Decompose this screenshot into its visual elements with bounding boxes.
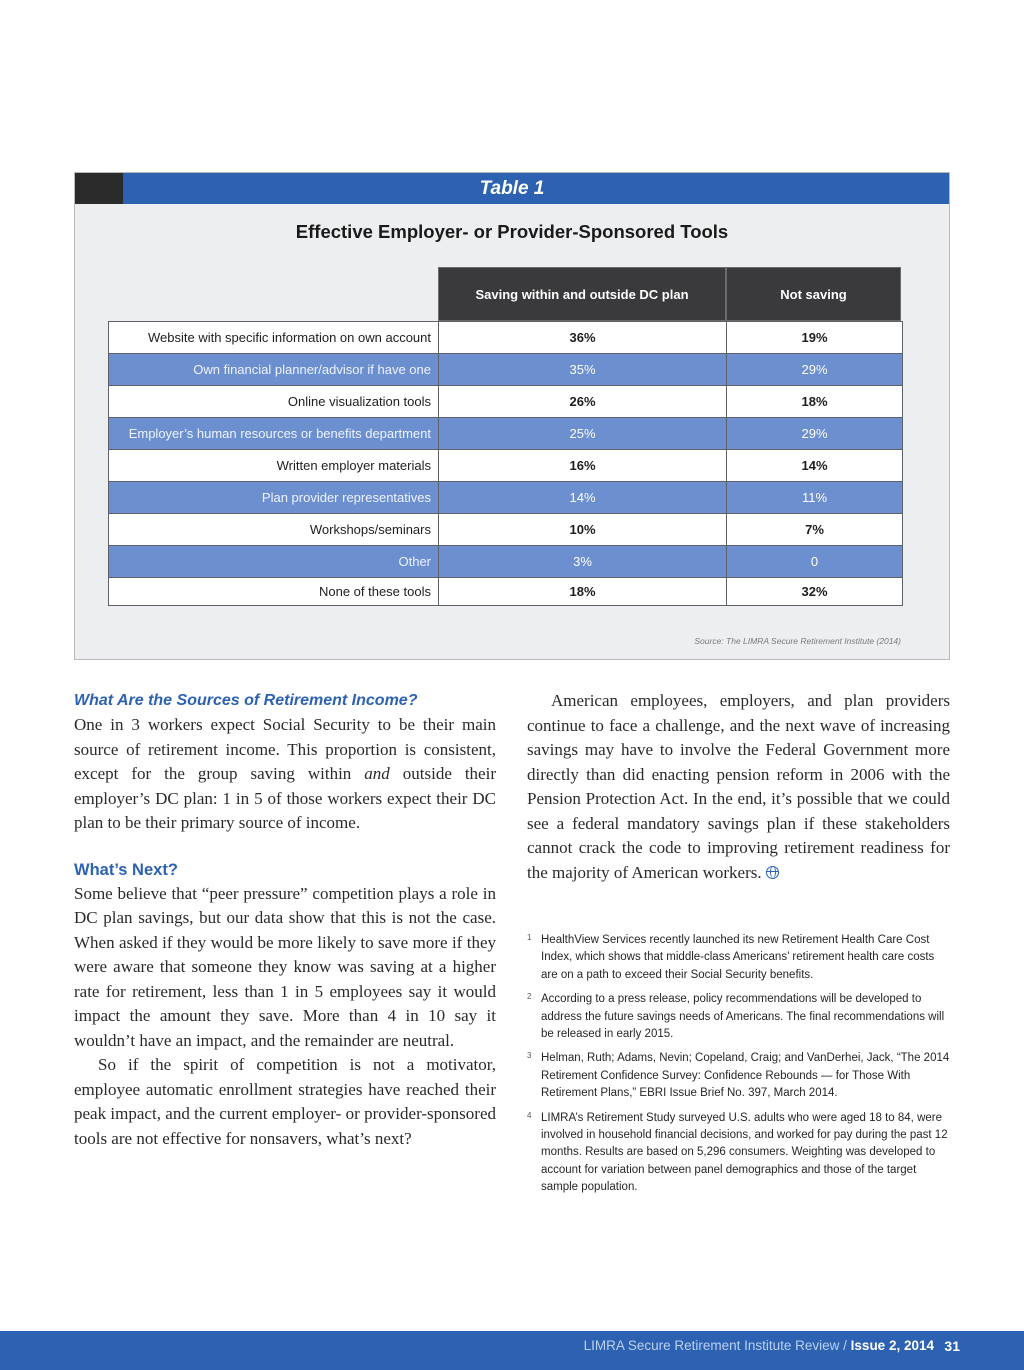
- footnote-number: 2: [527, 992, 532, 1002]
- cell-saving: 3%: [439, 546, 727, 578]
- table-row: [109, 514, 903, 546]
- col-header-saving: Saving within and outside DC plan: [438, 267, 726, 321]
- footnotes: [527, 932, 950, 1204]
- cell-saving: 18%: [439, 578, 727, 606]
- footnote: [527, 1050, 950, 1102]
- footnote-text: LIMRA’s Retirement Study surveyed U.S. adults who were aged 18 to 84, were involved in household financial decisions, and worked for pay during the past 12 months. Results are based on 5,296 consumers. Weighting was developed to account for variation between panel demographics and those of the target sample population.: [541, 1111, 948, 1194]
- cell-saving: 16%: [439, 450, 727, 482]
- row-label: Other: [109, 546, 439, 578]
- row-label: Written employer materials: [109, 450, 439, 482]
- table-row: [109, 482, 903, 514]
- footer-publication: [584, 1331, 934, 1361]
- footnote-number: 4: [527, 1110, 532, 1120]
- row-label: Website with specific information on own account: [109, 322, 439, 354]
- table-label: Table 1: [479, 178, 545, 199]
- table-row: [109, 322, 903, 354]
- cell-saving: 14%: [439, 482, 727, 514]
- cell-not-saving: 14%: [727, 450, 903, 482]
- footnote-text: HealthView Services recently launched its new Retirement Health Care Cost Index, which shows that middle-class Americans’ retirement health care costs are on a path to exceed their Social Security benefits.: [541, 934, 935, 981]
- table-row: [109, 354, 903, 386]
- table-row: [109, 386, 903, 418]
- cell-not-saving: 11%: [727, 482, 903, 514]
- row-label: Employer’s human resources or benefits department: [109, 418, 439, 450]
- cell-saving: 35%: [439, 354, 727, 386]
- cell-not-saving: 19%: [727, 322, 903, 354]
- table-source: Source: The LIMRA Secure Retirement Institute (2014): [694, 636, 901, 646]
- footnote: [527, 932, 950, 984]
- row-label: Workshops/seminars: [109, 514, 439, 546]
- page-number: 31: [944, 1338, 960, 1354]
- footnote-number: 1: [527, 933, 532, 942]
- data-table: [108, 321, 903, 606]
- cell-not-saving: 7%: [727, 514, 903, 546]
- paragraph-federal: [527, 689, 950, 885]
- page-footer: [0, 1331, 1024, 1370]
- right-column: [527, 689, 950, 885]
- paragraph-sources: [74, 713, 496, 836]
- cell-not-saving: 0: [727, 546, 903, 578]
- globe-icon: [766, 866, 779, 879]
- table-row: [109, 578, 903, 606]
- cell-not-saving: 32%: [727, 578, 903, 606]
- table-row: [109, 418, 903, 450]
- row-label: Own financial planner/advisor if have one: [109, 354, 439, 386]
- row-label: Plan provider representatives: [109, 482, 439, 514]
- row-label: Online visualization tools: [109, 386, 439, 418]
- paragraph-peer-pressure: Some believe that “peer pressure” competition plays a role in DC plan savings, but our data show that this is not the case. When asked if they would be more likely to save more if they were aware that someone they know was saving at a higher rate for retirement, less than 1 in 5 employees say it would impact the amount they save. More than 4 in 10 say it wouldn’t have an impact, and the remainder are neutral.: [74, 883, 496, 1050]
- cell-not-saving: 18%: [727, 386, 903, 418]
- cell-saving: 25%: [439, 418, 727, 450]
- footnote-text: According to a press release, policy recommendations will be developed to address the future savings needs of Americans. The final recommendations will be released in early 2015.: [541, 993, 945, 1041]
- row-label: None of these tools: [109, 578, 439, 606]
- heading-whats-next: What’s Next?: [74, 860, 178, 879]
- cell-saving: 36%: [439, 322, 727, 354]
- cell-not-saving: 29%: [727, 418, 903, 450]
- footnote-text: Helman, Ruth; Adams, Nevin; Copeland, Craig; and VanDerhei, Jack, “The 2014 Retirement Confidence Survey: Confidence Rebounds — for Those With Retirement Plans,” EBRI Issue Brief No. 397, March 2014.: [541, 1052, 950, 1100]
- table-row: [109, 450, 903, 482]
- footnote: [527, 1110, 950, 1197]
- table-row: [109, 546, 903, 578]
- heading-sources-of-income: What Are the Sources of Retirement Income?: [74, 692, 418, 709]
- left-column: [74, 689, 496, 1151]
- cell-saving: 26%: [439, 386, 727, 418]
- table-title: Effective Employer- or Provider-Sponsored Tools: [295, 221, 729, 242]
- paragraph-federal-text: American employees, employers, and plan providers continue to face a challenge, and the next wave of increasing savings may have to involve the Federal Government more directly than did enacting pension reform in 2006 with the Pension Protection Act. In the end, it’s possible that we could see a federal mandatory savings plan if these stakeholders cannot crack the code to improving retirement readiness for the majority of American workers.: [527, 691, 950, 882]
- col-header-not-saving: Not saving: [726, 267, 901, 321]
- footnote: [527, 991, 950, 1043]
- table-1-box: [74, 172, 950, 660]
- paragraph-sources-text-b: outside their employer’s DC plan: 1 in 5 of those workers expect their DC plan to be their primary source of income.: [74, 764, 496, 832]
- cell-not-saving: 29%: [727, 354, 903, 386]
- footer-publication-name: LIMRA Secure Retirement Institute Review /: [583, 1338, 851, 1353]
- paragraph-sources-text-a: One in 3 workers expect Social Security to be their main source of retirement income. This proportion is consistent, except for the group saving within: [74, 715, 496, 783]
- paragraph-sources-emphasis: and: [364, 764, 390, 783]
- cell-saving: 10%: [439, 514, 727, 546]
- footnote-number: 3: [527, 1051, 532, 1061]
- footer-issue: Issue 2, 2014: [850, 1338, 934, 1353]
- paragraph-competition: So if the spirit of competition is not a motivator, employee automatic enrollment strategies have reached their peak impact, and the current employer- or provider-sponsored tools are not effective for nonsavers, what’s next?: [74, 1055, 496, 1148]
